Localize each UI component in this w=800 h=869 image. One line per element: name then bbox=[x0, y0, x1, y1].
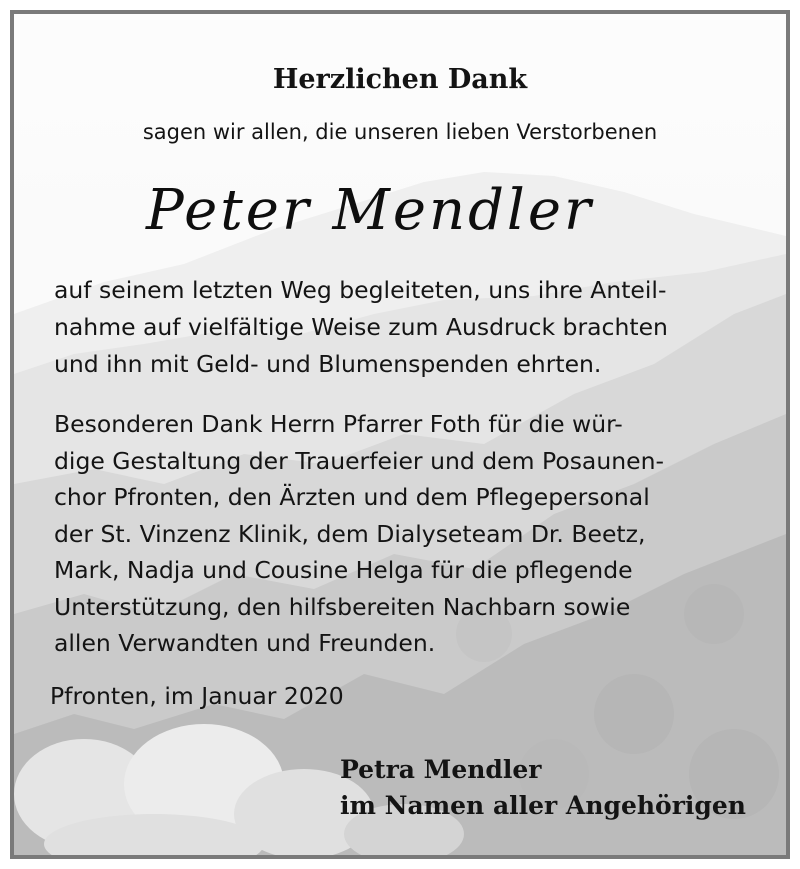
text-line: auf seinem letzten Weg begleiteten, uns ihre Anteil- bbox=[54, 276, 667, 304]
notice-heading: Herzlichen Dank bbox=[272, 64, 528, 95]
text-line: Unterstützung, den hilfsbereiten Nachbarn sowie bbox=[54, 592, 631, 621]
text-line: nahme auf vielfältige Weise zum Ausdruck brachten bbox=[54, 313, 668, 341]
signature-note: im Namen aller Angehörigen bbox=[340, 791, 746, 820]
obituary-card bbox=[10, 10, 790, 859]
text-line: chor Pfronten, den Ärzten und dem Pflegepersonal bbox=[54, 483, 650, 511]
notice-intro: sagen wir allen, die unseren lieben Verstorbenen bbox=[142, 120, 658, 144]
signature-name: Petra Mendler bbox=[340, 755, 542, 784]
text-line: Besonderen Dank Herrn Pfarrer Foth für die wür- bbox=[54, 410, 623, 438]
paragraph-special-thanks bbox=[54, 406, 664, 662]
signature-block bbox=[340, 752, 746, 824]
text-line: Mark, Nadja und Cousine Helga für die pflegende bbox=[54, 556, 633, 584]
text-line: dige Gestaltung der Trauerfeier und dem Posaunen- bbox=[54, 446, 664, 475]
place-date: Pfronten, im Januar 2020 bbox=[50, 682, 344, 710]
text-line: der St. Vinzenz Klinik, dem Dialyseteam Dr. Beetz, bbox=[54, 519, 646, 548]
paragraph-thanks-farewell bbox=[54, 272, 668, 383]
deceased-name: Peter Mendler bbox=[146, 178, 594, 243]
text-line: und ihn mit Geld- und Blumenspenden ehrten. bbox=[54, 350, 602, 378]
text-line: allen Verwandten und Freunden. bbox=[54, 629, 436, 657]
